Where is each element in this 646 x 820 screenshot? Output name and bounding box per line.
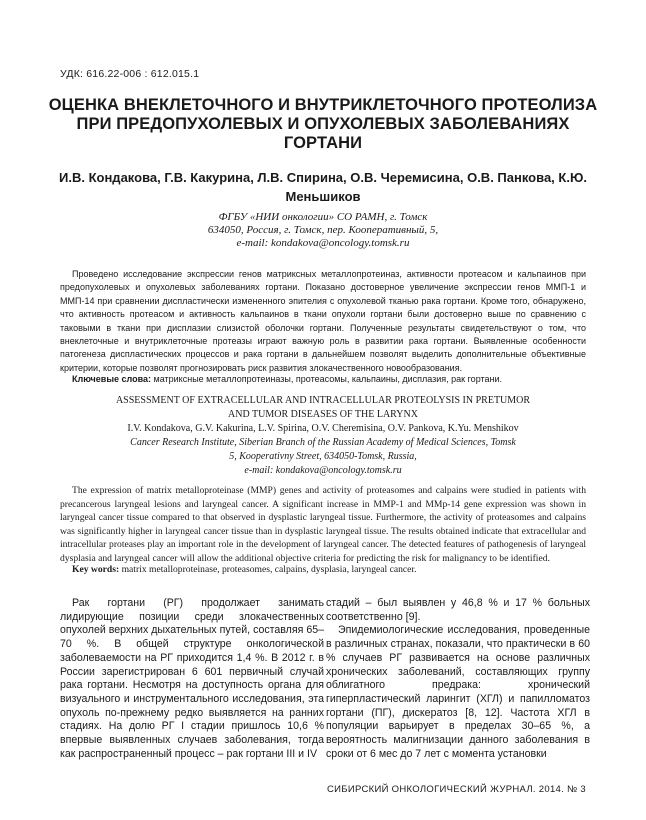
journal-footer: СИБИРСКИЙ ОНКОЛОГИЧЕСКИЙ ЖУРНАЛ. 2014. № 3: [327, 784, 586, 795]
article-title-en: [60, 394, 586, 422]
affiliation-en: [60, 436, 586, 478]
body-paragraph: стадий – был выявлен у 46,8 % и 17 % больных соответственно [9].: [326, 597, 590, 623]
keywords-ru-label: Ключевые слова:: [72, 374, 152, 384]
affiliation-en-line-2: 5, Kooperativny Street, 634050-Tomsk, Russia,: [229, 451, 417, 462]
affiliation-en-line-1: Cancer Research Institute, Siberian Branch of the Russian Academy of Medical Sciences, Tomsk: [130, 437, 516, 448]
abstract-ru: Проведено исследование экспрессии генов матриксных металлопротеиназ, активности протеасом и кальпаинов при предопухолевых и опухолевых заболеваниях гортани. Показано достоверное увеличение экспрессии генов ММП-1 и ММП-14 при сравнении диспластически измененного эпителия с опухолевой тканью рака гортани. Кроме того, обнаружено, что активность протеасом и активность кальпаинов в ткани опухоли гортани были достоверно выше по сравнению с таковыми в ткани при дисплазии слизистой оболочки гортани. Полученные результаты свидетельствуют о том, что внеклеточные и внутриклеточные протеазы играют важную роль в развитии рака гортани. Выявленные особенности патогенеза диспластических процессов и рака гортани в дальнейшем позволят выделить дополнительные объективные критерии, которые позволят прогнозировать риск развития злокачественного новообразования.: [60, 269, 586, 373]
body-column-left: [60, 597, 324, 761]
article-title: ОЦЕНКА ВНЕКЛЕТОЧНОГО И ВНУТРИКЛЕТОЧНОГО ПРОТЕОЛИЗА ПРИ ПРЕДОПУХОЛЕВЫХ И ОПУХОЛЕВЫХ ЗАБОЛЕВАНИЯХ ГОРТАНИ: [48, 96, 598, 152]
body-column-right: [326, 597, 590, 761]
body-paragraph: Рак гортани (РГ) продолжает занимать лидирующие позиции среди злокачественных опухолей верхних дыхательных путей, составляя 65–70 %. В общей структуре онкологической заболеваемости на РГ приходится 1,4 %. В 2012 г. в России зарегистрирован 6 601 первичный случай рака гортани. Несмотря на доступность органа для визуального и инструментального исследования, эта опухоль по-прежнему редко выявляется на ранних стадиях. На долю РГ I стадии пришлось 10,6 % впервые выявленных случаев заболевания, тогда как распространенный процесс – рак гортани III и IV: [60, 597, 324, 760]
keywords-en: [60, 563, 586, 576]
authors-en: I.V. Kondakova, G.V. Kakurina, L.V. Spirina, O.V. Cheremisina, O.V. Pankova, K.Yu. Menshikov: [127, 423, 519, 434]
title-en-line-1: ASSESSMENT OF EXTRACELLULAR AND INTRACELLULAR PROTEOLYSIS IN PRETUMOR: [115, 395, 531, 406]
body-paragraph: Эпидемиологические исследования, проведенные в различных странах, показали, что практически в 60 % случаев РГ развивается на основе различных хронических заболеваний, составляющих группу облигатного предрака: хронический гиперпластический ларингит (ХГЛ) и папилломатоз гортани (ПГ), дискератоз [8, 12]. Частота ХГЛ в популяции варьирует в пределах 30–65 %, а вероятность малигнизации данного заболевания в сроки от 6 мес до 7 лет с момента установки: [326, 624, 590, 760]
affiliation-line-1: ФГБУ «НИИ онкологии» СО РАМН, г. Томск: [218, 211, 428, 223]
abstract-en: The expression of matrix metalloproteinase (MMP) genes and activity of proteasomes and calpains were studied in patients with precancerous laryngeal lesions and laryngeal cancer. A significant increase in MMP-1 and MMp-14 gene expression was shown in laryngeal cancer tissue compared to that observed in dysplastic laryngeal tissue. Furthermore, the activity of proteasomes and calpains was significantly higher in laryngeal cancer tissue than in dysplastic laryngeal tissue. The results obtained indicate that extracellular and intracellular proteases play an important role in the development of laryngeal cancer. The detected features of pathogenesis of laryngeal dysplasia and laryngeal cancer will allow the additional objective criteria for predicting the risk for malignancy to be identified.: [60, 485, 586, 564]
affiliation-ru: [100, 211, 546, 250]
authors-ru: И.В. Кондакова, Г.В. Какурина, Л.В. Спирина, О.В. Черемисина, О.В. Панкова, К.Ю. Меньшиков: [59, 170, 587, 204]
affiliation-email: e-mail: kondakova@oncology.tomsk.ru: [236, 237, 410, 249]
affiliation-en-email: e-mail: kondakova@oncology.tomsk.ru: [244, 465, 402, 476]
affiliation-line-2: 634050, Россия, г. Томск, пер. Кооперативный, 5,: [207, 224, 439, 236]
title-en-line-2: AND TUMOR DISEASES OF THE LARYNX: [228, 409, 418, 420]
keywords-en-label: Key words:: [72, 564, 120, 575]
udk-code: УДК: 616.22-006 : 612.015.1: [60, 68, 200, 80]
keywords-en-text: matrix metalloproteinase, proteasomes, calpains, dysplasia, laryngeal cancer.: [119, 564, 417, 575]
keywords-ru: [60, 373, 586, 386]
keywords-ru-text: матриксные металлопротеиназы, протеасомы, кальпаины, дисплазия, рак гортани.: [151, 374, 503, 384]
